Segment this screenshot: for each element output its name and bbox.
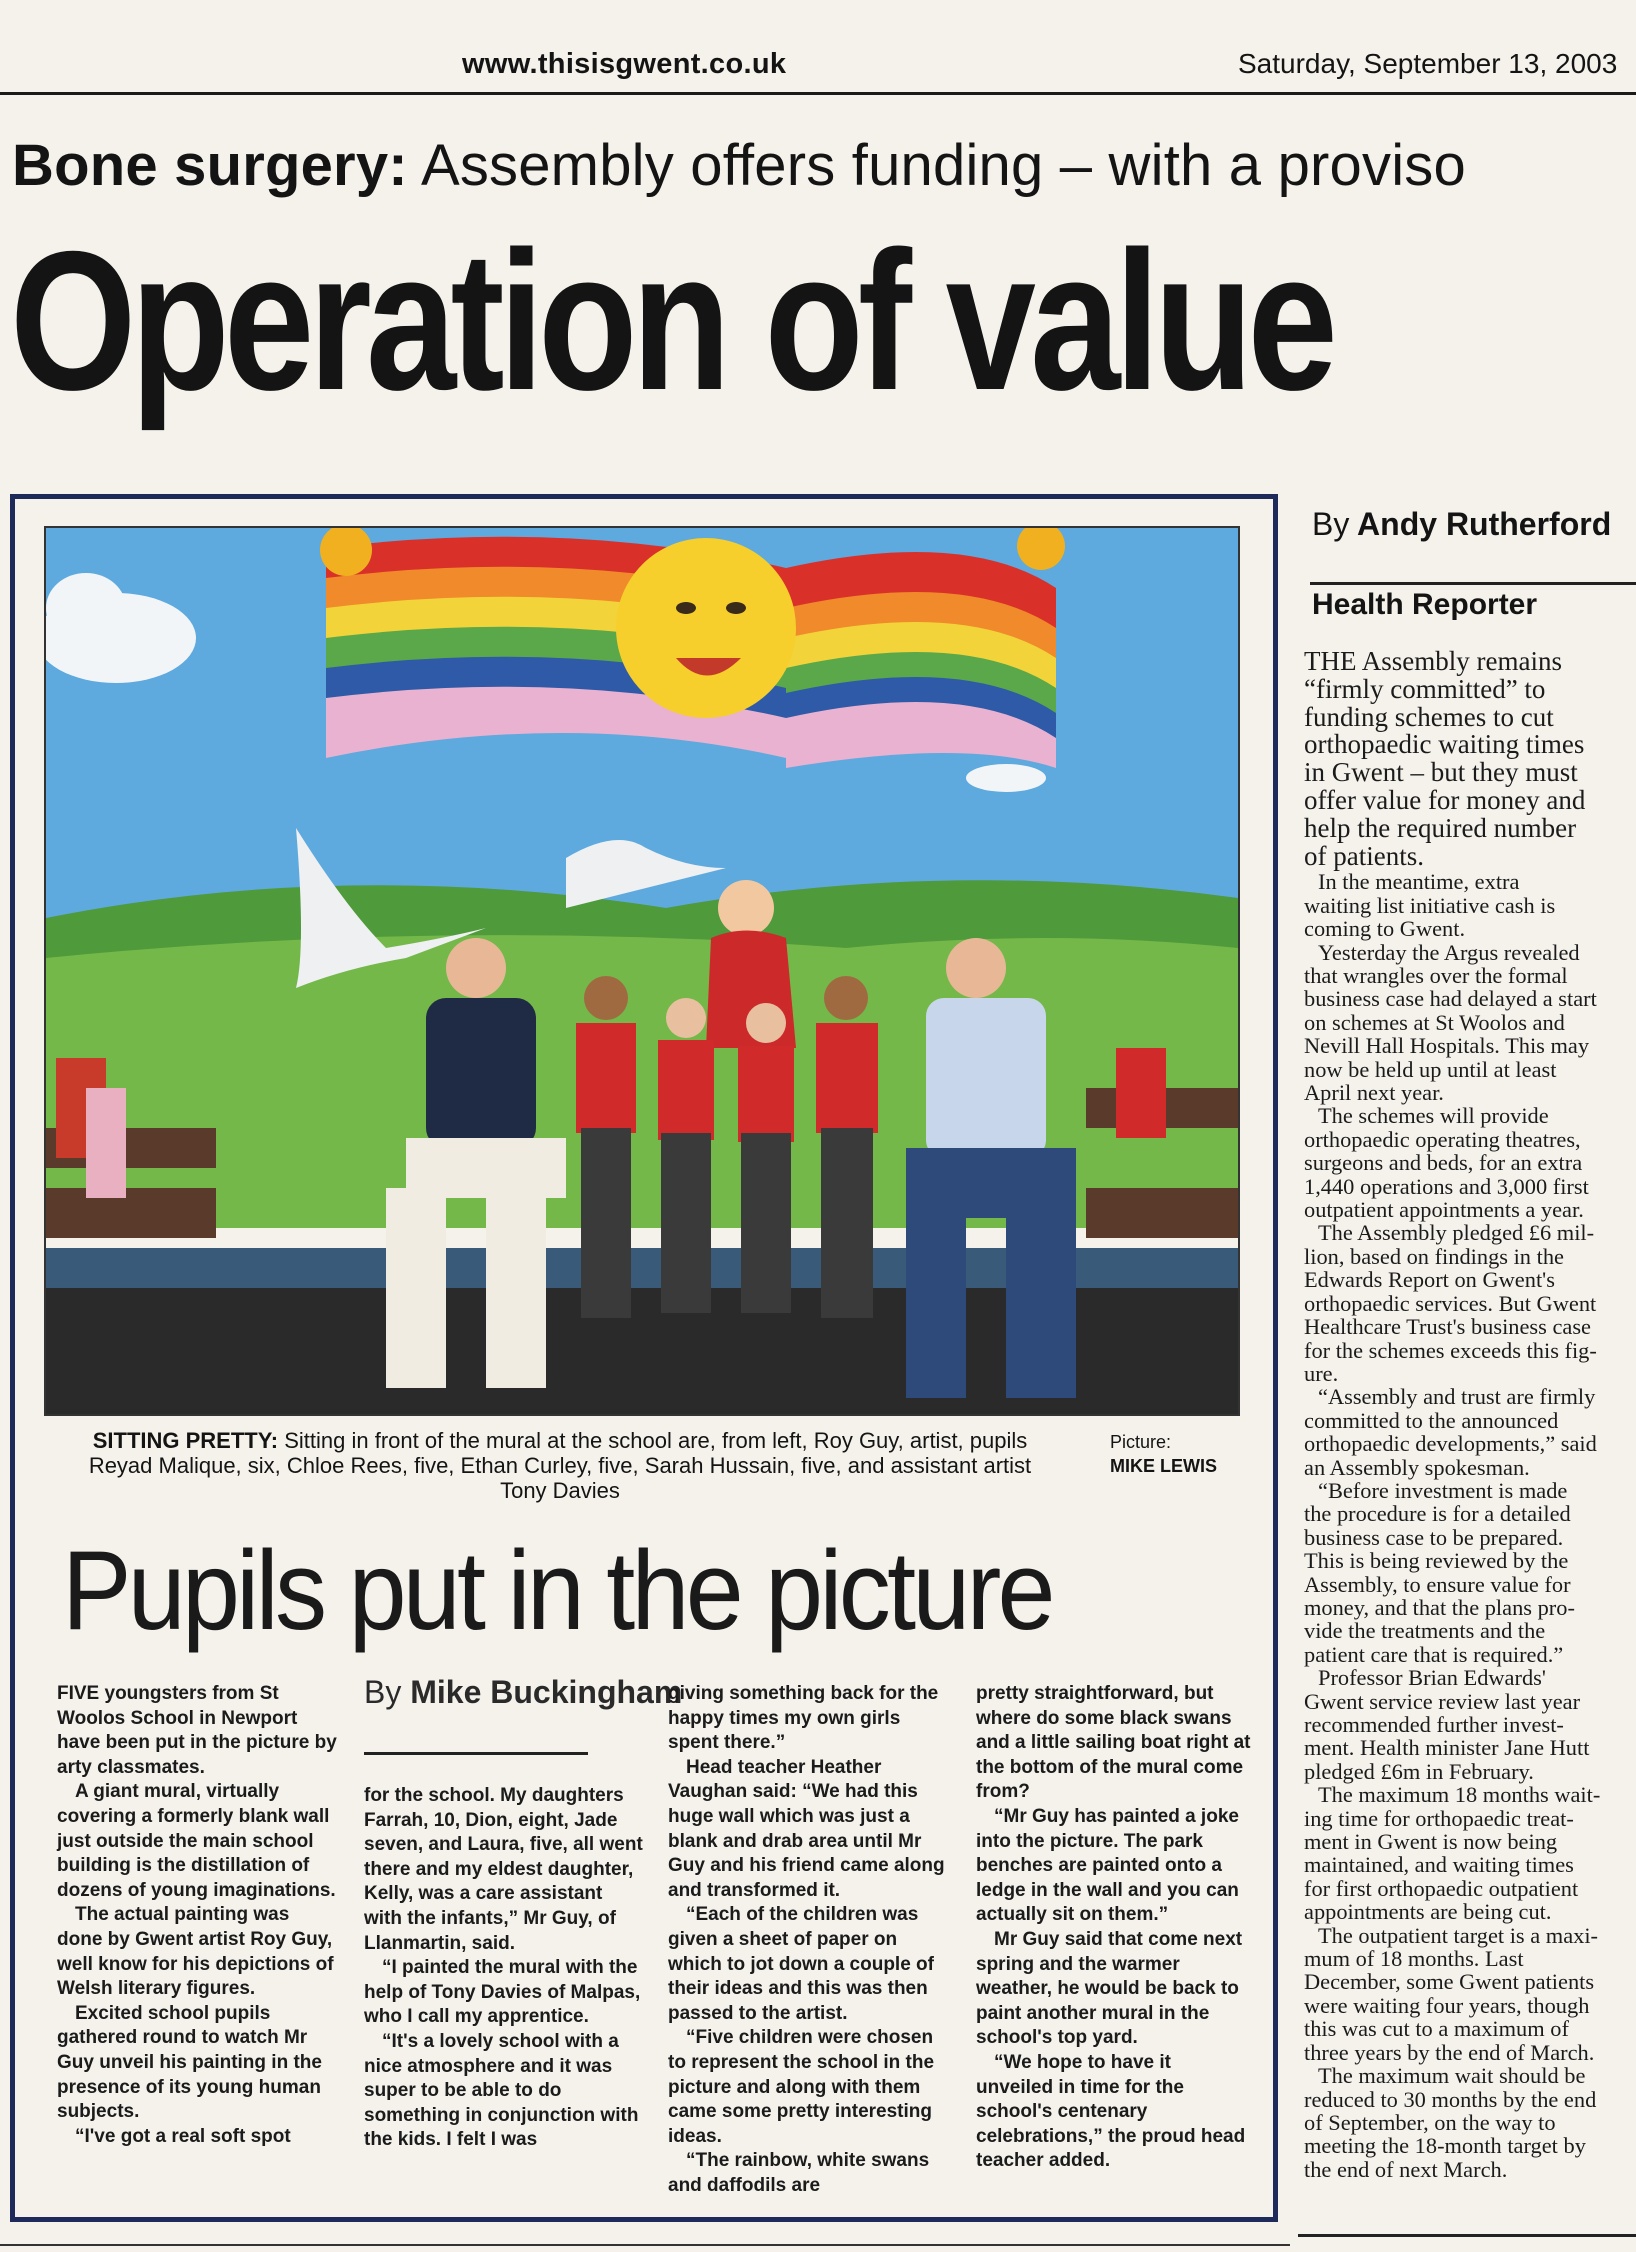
story-line: “Assembly and trust are firmly bbox=[1318, 1384, 1596, 1410]
byline-andy bbox=[1312, 506, 1611, 542]
story-line: mum of 18 months. Last bbox=[1304, 1946, 1524, 1972]
story-line: vide the treatments and the bbox=[1304, 1618, 1546, 1644]
story-column-1 bbox=[57, 1682, 339, 2149]
kicker bbox=[12, 132, 1466, 199]
caption-text: Sitting in front of the mural at the school are, from left, Roy Guy, artist, pupils Reyad Malique, six, Chloe Rees, five, Ethan Curley, five, Sarah Hussain, five, and assistant artist Tony Davies bbox=[88, 1428, 1032, 1503]
caption-label: SITTING PRETTY: bbox=[92, 1428, 279, 1453]
story-line: for first orthopaedic outpatient bbox=[1304, 1875, 1579, 1901]
byline-by: By bbox=[1312, 506, 1350, 542]
paragraph: “We hope to have it unveiled in time for the school's centenary celebrations,” the proud head teacher added. bbox=[976, 2051, 1246, 2172]
paragraph: Excited school pupils gathered round to watch Mr Guy unveil his painting in the presence of its young human subjects. bbox=[57, 2002, 322, 2123]
bottom-rule bbox=[0, 2244, 1290, 2246]
story-column-4 bbox=[976, 1682, 1252, 2174]
site-url: www.thisisgwent.co.uk bbox=[462, 48, 787, 80]
story-line: “Before investment is made bbox=[1318, 1477, 1568, 1503]
story-line: The Assembly pledged £6 mil- bbox=[1318, 1220, 1595, 1246]
paragraph: “Mr Guy has painted a joke into the picture. The park benches are painted onto a ledge in the wall and you can actually sit on them.” bbox=[976, 1805, 1239, 1926]
story-line: orthopaedic services. But Gwent bbox=[1304, 1290, 1597, 1316]
story-column-3 bbox=[668, 1682, 954, 2198]
lead-line: “firmly committed” to bbox=[1304, 673, 1546, 704]
story-line: Edwards Report on Gwent's bbox=[1304, 1267, 1555, 1293]
story-line: ing time for orthopaedic treat- bbox=[1304, 1805, 1574, 1831]
story-line: Nevill Hall Hospitals. This may bbox=[1304, 1033, 1590, 1059]
paragraph: A giant mural, virtually covering a formerly blank wall just outside the main school building is the distillation of dozens of young imaginations. bbox=[57, 1781, 336, 1901]
story-headline: Pupils put in the picture bbox=[62, 1528, 1052, 1653]
story-line: waiting list initiative cash is bbox=[1304, 892, 1556, 918]
story-line: appointments are being cut. bbox=[1304, 1899, 1552, 1925]
lead-line: offer value for money and bbox=[1304, 784, 1586, 815]
story-line: The outpatient target is a maxi- bbox=[1318, 1922, 1599, 1948]
story-line: three years by the end of March. bbox=[1304, 2039, 1595, 2065]
story-line: April next year. bbox=[1304, 1080, 1444, 1106]
story-line: money, and that the plans pro- bbox=[1304, 1594, 1575, 1620]
paragraph: “I've got a real soft spot bbox=[75, 2125, 291, 2147]
paragraph: “Each of the children was given a sheet of paper on which to jot down a couple of their ideas and this was then passed to the artist. bbox=[668, 1904, 934, 2024]
lead-line: THE Assembly remains bbox=[1304, 648, 1562, 676]
paragraph: pretty straightforward, but where do some black swans and a little sailing boat right at the bottom of the mural come from? bbox=[976, 1683, 1251, 1803]
photo-credit: MIKE LEWIS bbox=[1110, 1456, 1217, 1476]
paragraph: “The rainbow, white swans and daffodils are bbox=[668, 2150, 930, 2196]
byline-mike bbox=[364, 1674, 682, 1710]
story-line: patient care that is required.” bbox=[1304, 1641, 1564, 1667]
picture-label: Picture: bbox=[1110, 1432, 1172, 1452]
lead-line: in Gwent – but they must bbox=[1304, 757, 1578, 788]
story-line: on schemes at St Woolos and bbox=[1304, 1009, 1565, 1035]
kicker-text: Assembly offers funding – with a proviso bbox=[420, 133, 1466, 198]
story-column-2 bbox=[364, 1784, 644, 2153]
story-line: Assembly, to ensure value for bbox=[1304, 1571, 1571, 1597]
paragraph: “Five children were chosen to represent the school in the picture and along with them came some pretty interesting ideas. bbox=[668, 2027, 935, 2147]
story-line: meeting the 18-month target by bbox=[1304, 2133, 1586, 2159]
story-line: coming to Gwent. bbox=[1304, 916, 1466, 942]
paragraph: “It's a lovely school with a nice atmosphere and it was super to be able to do something in conjunction with the kids. I felt I was bbox=[364, 2030, 639, 2151]
story-line: business case had delayed a start bbox=[1304, 986, 1597, 1012]
story-line: outpatient appointments a year. bbox=[1304, 1197, 1584, 1223]
main-story-column bbox=[1304, 648, 1636, 2181]
lead-line: funding schemes to cut bbox=[1304, 701, 1554, 732]
story-line: that wrangles over the formal bbox=[1304, 963, 1568, 988]
story-line: maintained, and waiting times bbox=[1304, 1852, 1574, 1878]
paragraph: Head teacher Heather Vaughan said: “We had this huge wall which was just a blank and drab area until Mr Guy and his friend came along and transformed it. bbox=[668, 1756, 945, 1901]
mural-photo-image bbox=[46, 528, 1238, 1414]
story-line: reduced to 30 months by the end bbox=[1304, 2086, 1597, 2112]
story-line: lion, based on findings in the bbox=[1304, 1243, 1564, 1269]
story-line: Yesterday the Argus revealed bbox=[1318, 939, 1580, 965]
story-line: Healthcare Trust's business case bbox=[1304, 1314, 1591, 1340]
issue-date: Saturday, September 13, 2003 bbox=[1238, 48, 1618, 79]
lead-line: of patients. bbox=[1304, 840, 1424, 871]
byline-by: By bbox=[364, 1674, 402, 1710]
story-line: were waiting four years, though bbox=[1304, 1992, 1590, 2018]
paragraph: FIVE youngsters from St Woolos School in Newport have been put in the picture by arty classmates. bbox=[57, 1683, 337, 1778]
story-line: surgeons and beds, for an extra bbox=[1304, 1150, 1583, 1176]
byline-rule bbox=[364, 1752, 588, 1755]
story-line: The schemes will provide bbox=[1318, 1103, 1549, 1129]
story-line: now be held up until at least bbox=[1304, 1056, 1557, 1082]
mural-photo bbox=[44, 526, 1240, 1416]
paragraph: giving something back for the happy times my own girls spent there.” bbox=[668, 1683, 939, 1754]
paragraph: “I painted the mural with the help of Tony Davies of Malpas, who I call my apprentice. bbox=[364, 1957, 641, 2028]
story-line: the procedure is for a detailed bbox=[1304, 1501, 1571, 1527]
story-line: This is being reviewed by the bbox=[1304, 1548, 1569, 1574]
story-line: this was cut to a maximum of bbox=[1304, 2016, 1569, 2042]
page-headline: Operation of value bbox=[10, 210, 1333, 431]
story-line: In the meantime, extra bbox=[1318, 869, 1520, 895]
story-line: The maximum wait should be bbox=[1318, 2063, 1586, 2089]
story-line: ment. Health minister Jane Hutt bbox=[1304, 1735, 1590, 1761]
paragraph: Mr Guy said that come next spring and the warmer weather, he would be back to paint another mural in the school's top yard. bbox=[976, 1928, 1243, 2049]
story-line: business case to be prepared. bbox=[1304, 1524, 1564, 1550]
byline-name: Andy Rutherford bbox=[1357, 506, 1612, 542]
paragraph: for the school. My daughters Farrah, 10, Dion, eight, Jade seven, and Laura, five, all went there and my eldest daughter, Kelly, was a care assistant with the infants,” Mr Guy, of Llanmartin, said. bbox=[364, 1785, 643, 1954]
story-line: 1,440 operations and 3,000 first bbox=[1304, 1173, 1589, 1199]
lead-line: orthopaedic waiting times bbox=[1304, 729, 1585, 760]
paragraph: The actual painting was done by Gwent artist Roy Guy, well know for his depictions of Welsh literary figures. bbox=[57, 1904, 334, 2000]
story-line: ment in Gwent is now being bbox=[1304, 1829, 1558, 1855]
lead-line: help the required number bbox=[1304, 812, 1577, 843]
reporter-role: Health Reporter bbox=[1312, 588, 1538, 621]
byline-rule bbox=[1310, 582, 1636, 585]
masthead-rule bbox=[0, 92, 1636, 95]
story-line: Gwent service review last year bbox=[1304, 1688, 1581, 1714]
story-line: pledged £6m in February. bbox=[1304, 1758, 1534, 1784]
story-line: of September, on the way to bbox=[1304, 2109, 1556, 2135]
story-line: for the schemes exceeds this fig- bbox=[1304, 1337, 1597, 1363]
story-line: orthopaedic operating theatres, bbox=[1304, 1126, 1581, 1152]
story-line: recommended further invest- bbox=[1304, 1712, 1564, 1737]
story-line: orthopaedic developments,” said bbox=[1304, 1431, 1597, 1457]
story-line: ure. bbox=[1304, 1360, 1339, 1386]
story-line: an Assembly spokesman. bbox=[1304, 1454, 1530, 1480]
byline-name: Mike Buckingham bbox=[410, 1674, 683, 1710]
story-line: the end of next March. bbox=[1304, 2156, 1508, 2182]
photo-caption bbox=[80, 1428, 1040, 1503]
story-line: The maximum 18 months wait- bbox=[1318, 1782, 1601, 1808]
story-line: December, some Gwent patients bbox=[1304, 1969, 1595, 1995]
bottom-rule bbox=[1298, 2234, 1636, 2237]
story-line: Professor Brian Edwards' bbox=[1318, 1665, 1546, 1691]
story-line: committed to the announced bbox=[1304, 1407, 1559, 1433]
kicker-label: Bone surgery: bbox=[12, 133, 408, 198]
